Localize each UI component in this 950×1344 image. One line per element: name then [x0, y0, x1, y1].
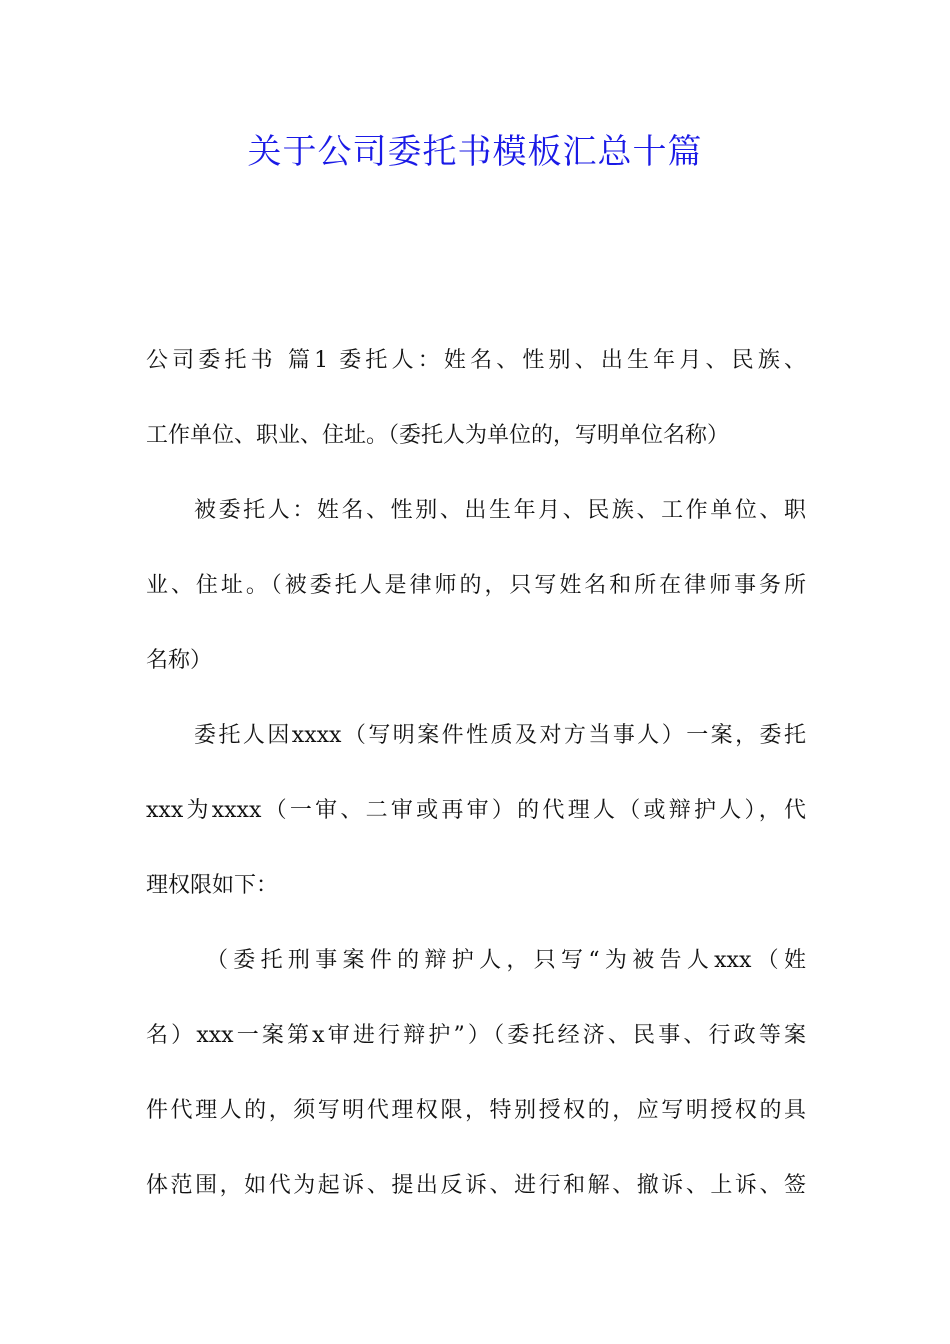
paragraph-line: 委托人因xxxx（写明案件性质及对方当事人）一案，委托: [194, 723, 806, 748]
document-title: 关于公司委托书模板汇总十篇: [247, 132, 703, 172]
paragraph-line: 体范围，如代为起诉、提出反诉、进行和解、撤诉、上诉、签: [146, 1173, 806, 1198]
paragraph-line: 名）xxx一案第x审进行辩护”）（委托经济、民事、行政等案: [146, 1023, 806, 1048]
document-body: [146, 336, 806, 1236]
paragraph-line: 件代理人的，须写明代理权限，特别授权的，应写明授权的具: [146, 1098, 806, 1123]
paragraph-line: 名称）: [146, 648, 213, 673]
paragraph-line: xxx为xxxx（一审、二审或再审）的代理人（或辩护人），代: [146, 798, 806, 823]
paragraph-line: 被委托人：姓名、性别、出生年月、民族、工作单位、职: [194, 498, 806, 523]
paragraph-line: （委托刑事案件的辩护人，只写“为被告人xxx（姓: [206, 948, 806, 973]
paragraph-line: 工作单位、职业、住址。（委托人为单位的，写明单位名称）: [146, 423, 730, 448]
paragraph-line: 业、住址。（被委托人是律师的，只写姓名和所在律师事务所: [146, 573, 806, 598]
paragraph-line: 理权限如下：: [146, 873, 279, 898]
paragraph-line: 公司委托书 篇1 委托人：姓名、性别、出生年月、民族、: [146, 348, 806, 373]
